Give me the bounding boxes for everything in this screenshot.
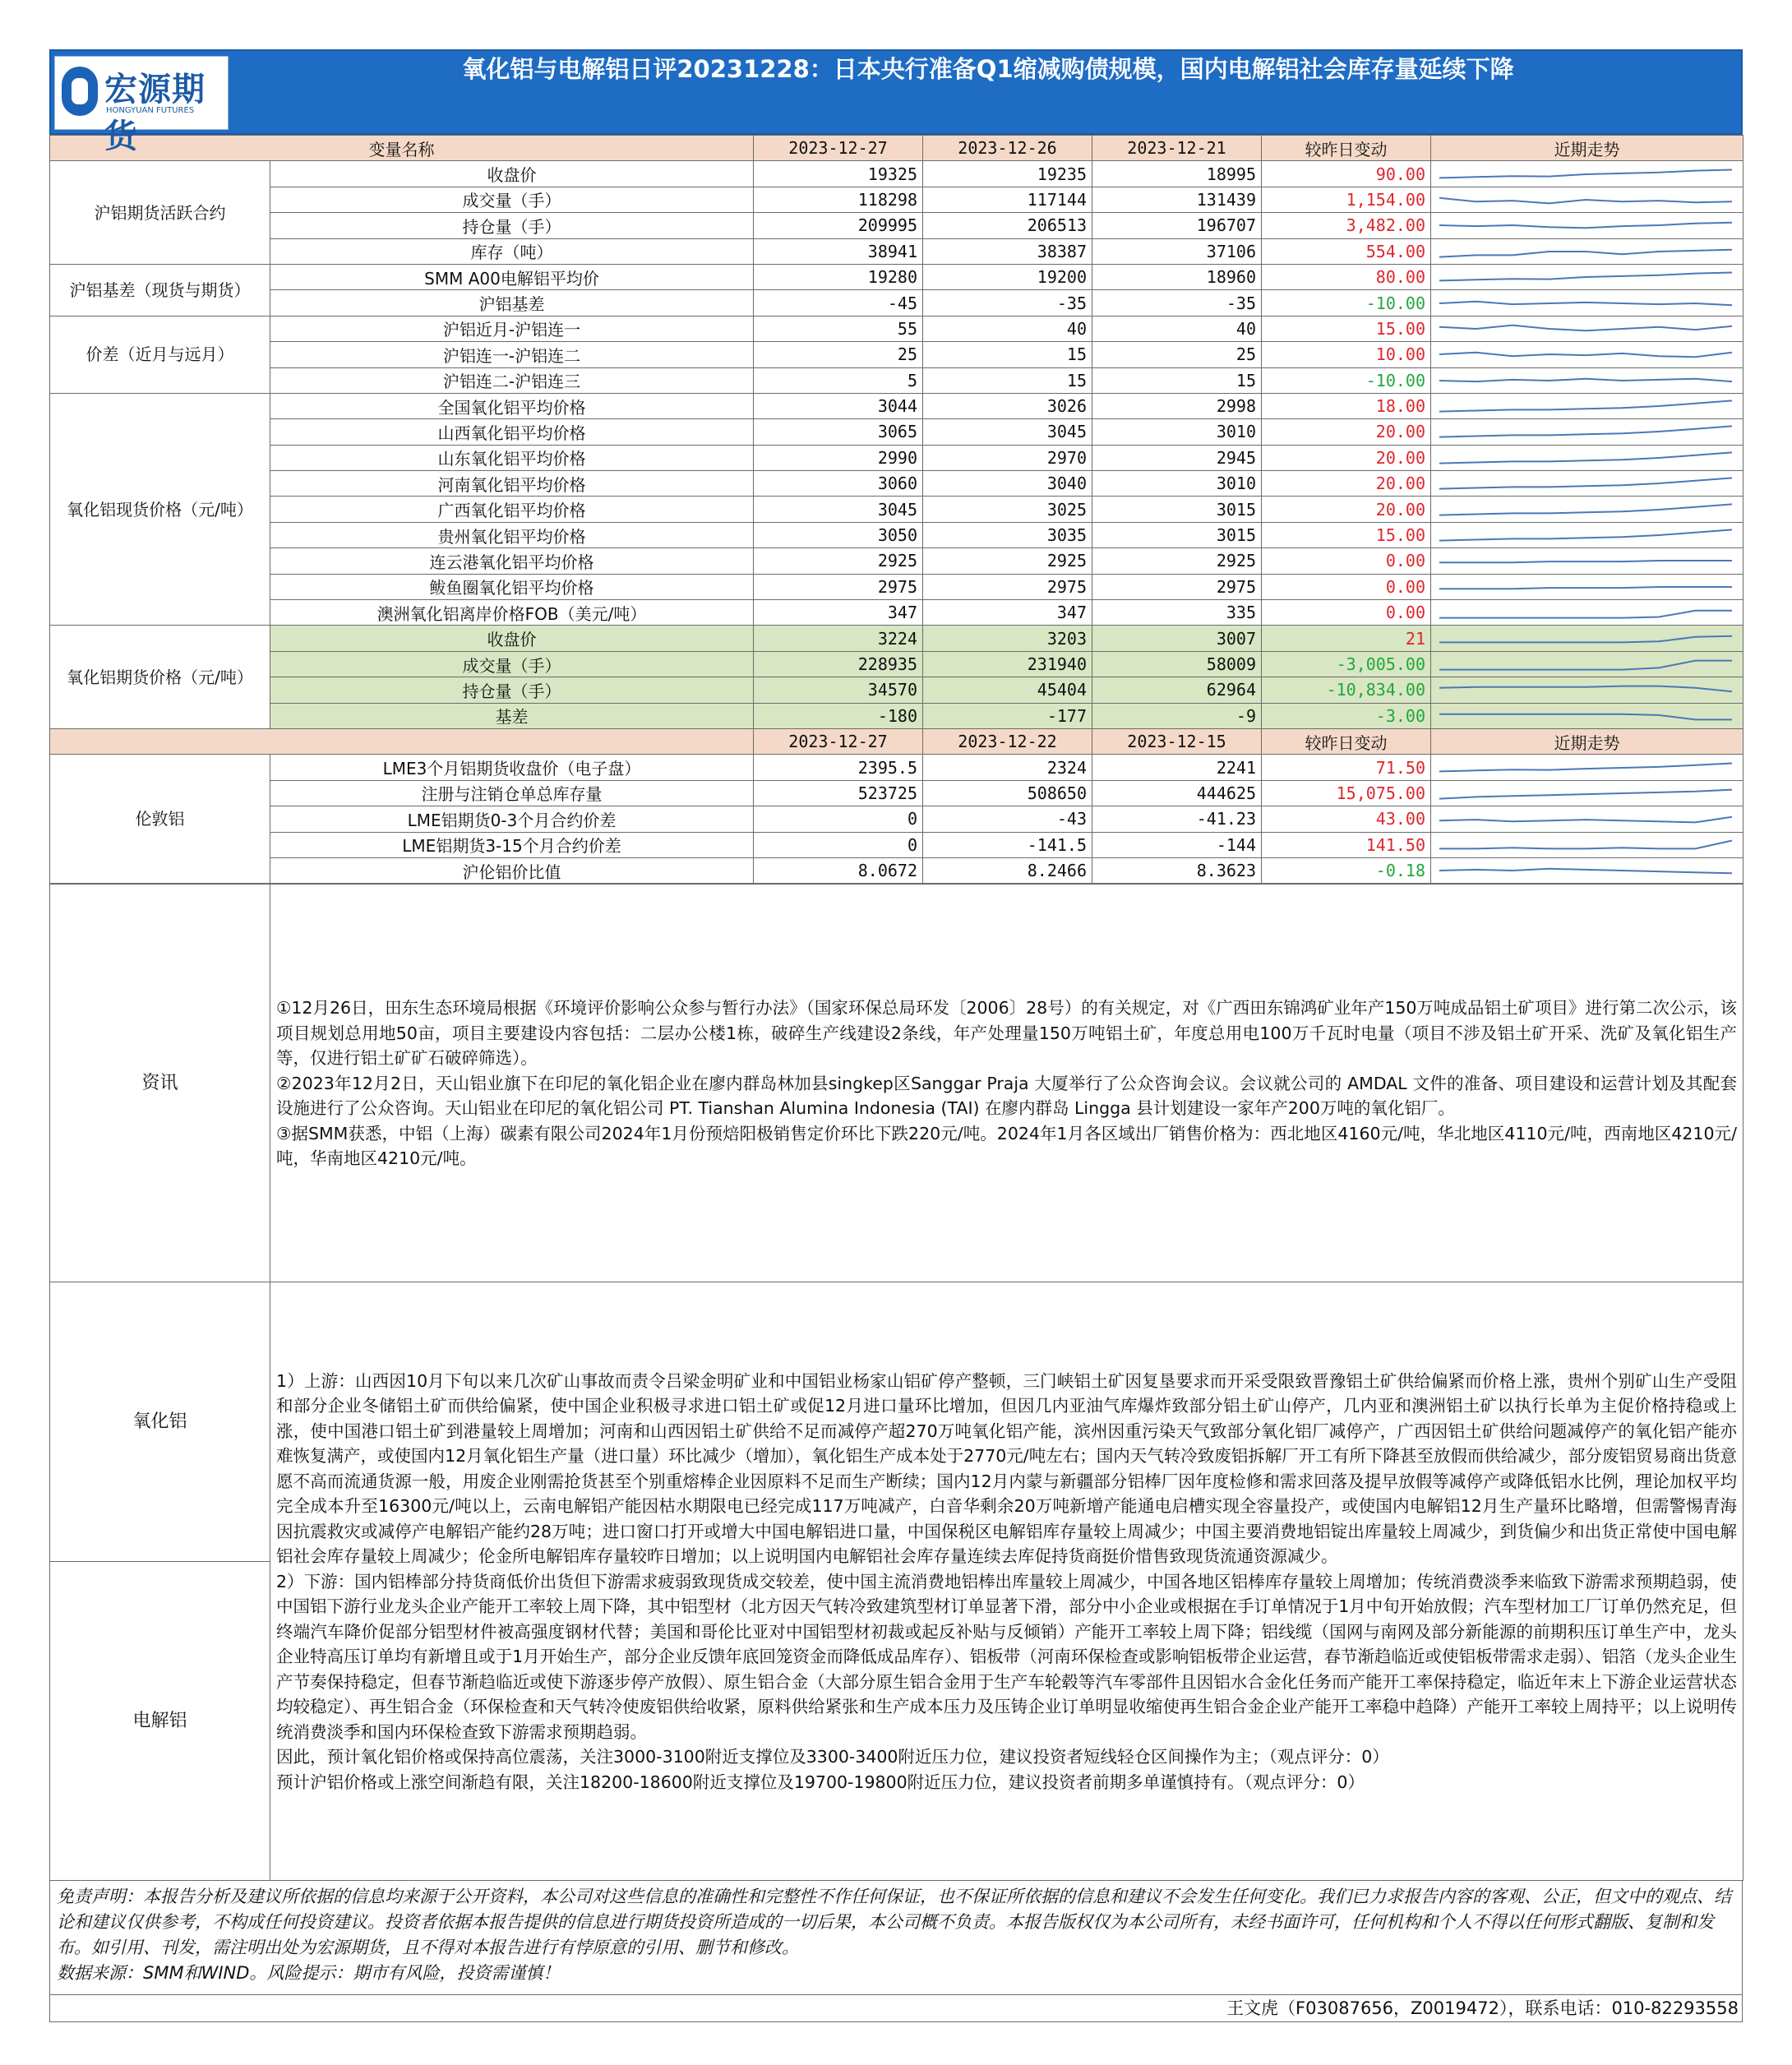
row-label: 注册与注销仓单总库存量 [270,780,754,806]
change-value: 15.00 [1262,316,1431,341]
value-date2: 2970 [923,445,1092,470]
sparkline-line [1439,790,1732,799]
row-label: 山西氧化铝平均价格 [270,419,754,445]
sparkline-line [1439,763,1732,771]
sparkline-line [1439,840,1732,848]
value-date3: 3015 [1092,497,1262,522]
row-label: 鲅鱼圈氧化铝平均价格 [270,574,754,599]
change-value: 141.50 [1262,832,1431,857]
value-date2: 3026 [923,393,1092,418]
electrolytic-text: 2）下游：国内铝棒部分持货商低价出货但下游需求疲弱致现货成交较差，使中国主流消费地铝棒出库量较上周减少，中国各地区铝棒库存量较上周增加；传统消费淡季来临致下游需求预期趋弱，使中国铝下游行业龙头企业产能开工率较上周下降，其中铝型材（北方因天气转冷致建筑型材订单显著下滑，部分中小企业或根据在手订单情况于1月中旬开始放假；汽车型材加工厂订单仍然充足，但终端汽车降价促部分铝型材件被高强度钢材代替；美国和哥伦比亚对中国铝型材初裁或起反补贴与反倾销）产能开工率较上周下降；铝线缆（国网与南网及部分新能源的前期积压订单生产中，龙头企业特高压订单均有新增且或于1月开始生产，部分企业反馈年底回笼资金而降低成品库存）、铝板带（河南环保检查或影响铝板带企业运营，春节渐趋临近或使铝板带需求走弱）、铝箔（龙头企业生产节奏保持稳定，但春节渐趋临近或使下游逐步停产放假）、原生铝合金（大部分原生铝合金用于生产车轮毂等汽车零部件且因铝水合金化任务而产能开工率保持稳定，临近年末上下游企业运营状态均较稳定）、再生铝合金（环保检查和天气转冷使废铝供给收紧，原料供给紧张和生产成本压力及压铸企业订单明显收缩使再生铝合金企业产能开工率稳中趋降）产能开工率较上周持平；以上说明传统消费淡季和国内环保检查致下游需求预期趋弱。 因此，预计氧化铝价格或保持高位震荡，关注3000-3100附近支撑位及3300-3400附近压力位，建议投资者短线轻仓区间操作为主；（观点评分：0） 预计沪铝价格或上涨空间渐趋有限，关注18200-18600附近支撑位及19700-19800附近压力位，建议投资者前期多单谨慎持有。（观点评分：0） [276,1571,1737,1792]
group-label: 伦敦铝 [50,755,270,884]
trend-sparkline [1431,832,1744,857]
table-row [50,806,1744,832]
sparkline-line [1439,529,1732,540]
value-date3: 2975 [1092,574,1262,599]
sparkline-svg [1436,240,1735,263]
value-date1: 2925 [754,548,923,574]
value-date3: 3007 [1092,626,1262,651]
value-date3: 18995 [1092,161,1262,187]
disclaimer-text: 免责声明：本报告分析及建议所依据的信息均来源于公开资料，本公司对这些信息的准确性和完整性不作任何保证，也不保证所依据的信息和建议不会发生任何变化。我们已力求报告内容的客观、公正，但文中的观点、结论和建议仅供参考，不构成任何投资建议。投资者依据本报告提供的信息进行期货投资所造成的一切后果，本公司概不负责。本报告版权仅为本公司所有，未经书面许可，任何机构和个人不得以任何形式翻版、复制和发布。如引用、刊发，需注明出处为宏源期货，且不得对本报告进行有悖原意的引用、删节和修改。 数据来源：SMM和WIND。风险提示：期市有风险，投资需谨慎！ [57,1887,1731,1984]
sparkline-svg [1436,395,1735,418]
sparkline-svg [1436,627,1735,650]
company-logo [54,56,229,155]
value-date1: 3050 [754,522,923,547]
change-value: -3.00 [1262,703,1431,728]
sparkline-svg [1436,343,1735,366]
trend-sparkline [1431,471,1744,497]
trend-sparkline [1431,393,1744,418]
table-row [50,755,1744,780]
group-label: 氧化铝期货价格（元/吨） [50,626,270,729]
header-trend: 近期走势 [1431,728,1744,754]
change-value: 71.50 [1262,755,1431,780]
trend-sparkline [1431,677,1744,703]
trend-sparkline [1431,780,1744,806]
sparkline-line [1439,353,1732,358]
value-date2: 3203 [923,626,1092,651]
group-label: 价差（近月与远月） [50,316,270,393]
table-header-row [50,136,1744,161]
table-row [50,367,1744,393]
sparkline-svg [1436,214,1735,237]
row-label: 连云港氧化铝平均价格 [270,548,754,574]
table-row [50,187,1744,212]
author-contact: 王文虎（F03087656，Z0019472），联系电话：010-82293558 [49,1995,1743,2022]
trend-sparkline [1431,703,1744,728]
value-date3: 15 [1092,367,1262,393]
value-date3: 2925 [1092,548,1262,574]
trend-sparkline [1431,626,1744,651]
value-date2: 347 [923,600,1092,626]
value-date1: 34570 [754,677,923,703]
value-date2: 38387 [923,238,1092,264]
change-value: 15.00 [1262,522,1431,547]
row-label: 沪铝连一-沪铝连二 [270,342,754,367]
header-blank [50,728,754,754]
sparkline-line [1439,169,1732,178]
value-date2: 3045 [923,419,1092,445]
header-variable-name: 变量名称 [50,136,754,161]
value-date1: 5 [754,367,923,393]
row-label: 沪铝近月-沪铝连一 [270,316,754,341]
value-date2: 206513 [923,213,1092,238]
trend-sparkline [1431,600,1744,626]
news-section-label: 资讯 [50,885,270,1282]
value-date3: 18960 [1092,264,1262,289]
value-date3: 335 [1092,600,1262,626]
table-row [50,780,1744,806]
sparkline-line [1439,326,1732,331]
table-row [50,522,1744,547]
value-date3: 2241 [1092,755,1262,780]
sparkline-line [1439,427,1732,437]
trend-sparkline [1431,367,1744,393]
row-label: 沪铝基差 [270,290,754,316]
value-date3: 40 [1092,316,1262,341]
table-row [50,857,1744,883]
sparkline-svg [1436,292,1735,315]
value-date1: 19280 [754,264,923,289]
header-date: 2023-12-27 [754,136,923,161]
value-date2: 45404 [923,677,1092,703]
row-label: 贵州氧化铝平均价格 [270,522,754,547]
header-date: 2023-12-26 [923,136,1092,161]
sparkline-line [1439,504,1732,515]
change-value: 21 [1262,626,1431,651]
change-value: -3,005.00 [1262,651,1431,677]
change-value: 18.00 [1262,393,1431,418]
row-label: 收盘价 [270,626,754,651]
table-row [50,471,1744,497]
sparkline-line [1439,400,1732,411]
change-value: 20.00 [1262,497,1431,522]
trend-sparkline [1431,419,1744,445]
trend-sparkline [1431,857,1744,883]
value-date3: -144 [1092,832,1262,857]
disclaimer [49,1881,1743,1995]
change-value: 43.00 [1262,806,1431,832]
value-date2: 19200 [923,264,1092,289]
sparkline-svg [1436,653,1735,676]
value-date3: -9 [1092,703,1262,728]
sparkline-line [1439,611,1732,618]
sparkline-svg [1436,266,1735,289]
value-date2: 117144 [923,187,1092,212]
value-date3: 25 [1092,342,1262,367]
value-date1: -45 [754,290,923,316]
sparkline-line [1439,250,1732,257]
table-row [50,290,1744,316]
trend-sparkline [1431,651,1744,677]
sparkline-line [1439,686,1732,692]
table-row [50,445,1744,470]
value-date1: 3045 [754,497,923,522]
data-table [49,135,1744,884]
change-value: 0.00 [1262,574,1431,599]
table-row [50,419,1744,445]
sparkline-line [1439,452,1732,463]
sparkline-svg [1436,807,1735,830]
value-date3: 131439 [1092,187,1262,212]
change-value: 3,482.00 [1262,213,1431,238]
value-date3: 196707 [1092,213,1262,238]
row-label: 全国氧化铝平均价格 [270,393,754,418]
sparkline-line [1439,273,1732,281]
value-date2: 3025 [923,497,1092,522]
row-label: LME铝期货3-15个月合约价差 [270,832,754,857]
sparkline-svg [1436,782,1735,805]
trend-sparkline [1431,548,1744,574]
value-date3: 3010 [1092,471,1262,497]
alumina-text: 1）上游：山西因10月下旬以来几次矿山事故而责令吕梁金明矿业和中国铝业杨家山铝矿停产整顿，三门峡铝土矿因复垦要求而开采受限致晋豫铝土矿供给偏紧而价格上涨，贵州个别矿山生产受阻和部分企业冬储铝土矿而供给偏紧，使中国企业积极寻求进口铝土矿或促12月进口量环比增加，但因几内亚油气库爆炸致部分铝土矿山停产，几内亚和澳洲铝土矿以执行长单为主促价格持稳或上涨，使中国港口铝土矿到港量较上周增加；河南和山西因铝土矿供给不足而减停产超270万吨氧化铝产能，滨州因重污染天气致部分氧化铝厂减停产，广西因铝土矿供给问题减停产的氧化铝产能亦难恢复满产，或使国内12月氧化铝生产量（进口量）环比减少（增加），氧化铝生产成本处于2770元/吨左右；国内天气转冷致废铝拆解厂开工有所下降甚至放假而供给减少，部分废铝贸易商出货意愿不高而流通货源一般，用废企业刚需抢货甚至个别重熔棒企业因原料不足而生产断续；国内12月内蒙与新疆部分铝棒厂因年度检修和需求回落及提早放假等减停产或降低铝水比例，理论加权平均完全成本升至16300元/吨以上，云南电解铝产能因枯水期限电已经完成117万吨减产，白音华剩余20万吨新增产能通电启槽实现全容量投产，或使国内电解铝12月生产量环比略增，但需警惕青海因抗震救灾或减停产电解铝产能约28万吨；进口窗口打开或增大中国电解铝进口量，中国保税区电解铝库存量较上周减少；中国主要消费地铝锭出库量较上周减少，到货偏少和出货正常使中国电解铝社会库存量较上周减少；伦金所电解铝库存量较昨日增加；以上说明国内电解铝社会库存量连续去库促持货商挺价惜售致现货流通资源减少。 [276,1370,1737,1567]
value-date3: 62964 [1092,677,1262,703]
sparkline-svg [1436,524,1735,547]
trend-sparkline [1431,238,1744,264]
sparkline-svg [1436,317,1735,340]
trend-sparkline [1431,342,1744,367]
value-date2: 15 [923,367,1092,393]
sparkline-line [1439,478,1732,489]
value-date3: -35 [1092,290,1262,316]
table-row [50,626,1744,651]
value-date3: 58009 [1092,651,1262,677]
value-date2: 231940 [923,651,1092,677]
row-label: LME铝期货0-3个月合约价差 [270,806,754,832]
electrolytic-section-label: 电解铝 [50,1562,270,1881]
value-date2: 15 [923,342,1092,367]
group-label: 氧化铝现货价格（元/吨） [50,393,270,626]
value-date2: 2925 [923,548,1092,574]
trend-sparkline [1431,316,1744,341]
sparkline-line [1439,561,1732,562]
value-date1: 347 [754,600,923,626]
sparkline-svg [1436,549,1735,572]
value-date1: 2975 [754,574,923,599]
value-date1: 3060 [754,471,923,497]
row-label: LME3个月铝期货收盘价（电子盘） [270,755,754,780]
value-date1: 0 [754,806,923,832]
value-date1: 0 [754,832,923,857]
header-date: 2023-12-21 [1092,136,1262,161]
sparkline-svg [1436,575,1735,598]
value-date3: 3010 [1092,419,1262,445]
value-date1: 523725 [754,780,923,806]
value-date1: 19325 [754,161,923,187]
sparkline-line [1439,198,1732,204]
trend-sparkline [1431,574,1744,599]
value-date2: 8.2466 [923,857,1092,883]
row-label: 广西氧化铝平均价格 [270,497,754,522]
sparkline-svg [1436,446,1735,469]
trend-sparkline [1431,445,1744,470]
value-date2: 19235 [923,161,1092,187]
value-date2: 2975 [923,574,1092,599]
table-row [50,574,1744,599]
change-value: -10.00 [1262,367,1431,393]
value-date1: 3224 [754,626,923,651]
value-date2: 3040 [923,471,1092,497]
row-label: 成交量（手） [270,187,754,212]
sparkline-line [1439,817,1732,823]
row-label: 收盘价 [270,161,754,187]
row-label: 沪铝连二-沪铝连三 [270,367,754,393]
header-date: 2023-12-27 [754,728,923,754]
value-date1: 25 [754,342,923,367]
table-row [50,161,1744,187]
row-label: SMM A00电解铝平均价 [270,264,754,289]
group-label: 沪铝期货活跃合约 [50,161,270,265]
sparkline-svg [1436,188,1735,211]
table-row [50,497,1744,522]
sparkline-line [1439,379,1732,381]
value-date3: 3015 [1092,522,1262,547]
change-value: 10.00 [1262,342,1431,367]
news-text: ①12月26日，田东生态环境局根据《环境评价影响公众参与暂行办法》（国家环保总局环发〔2006〕28号）的有关规定，对《广西田东锦鸿矿业年产150万吨成品铝土矿项目》进行第二次公示，该项目规划总用地50亩，项目主要建设内容包括：二层办公楼1栋，破碎生产线建设2条线，年产处理量150万吨铝土矿，年度总用电100万千瓦时电量（项目不涉及铝土矿开采、洗矿及氧化铝生产等，仅进行铝土矿矿石破碎筛选）。 ②2023年12月2日，天山铝业旗下在印尼的氧化铝企业在廖内群岛林加县singkep区Sanggar Praja 大厦举行了公众咨询会议。会议就公司的 AMDAL 文件的准备、项目建设和运营计划及其配套设施进行了公众咨询。天山铝业在印尼的氧化铝公司 PT. Tianshan Alumina Indonesia (TAI) 在廖内群岛 Lingga 县计划建设一家年产200万吨的氧化铝厂。 ③据SMM获悉，中铝（上海）碳素有限公司2024年1月份预焙阳极销售定价环比下跌220元/吨。2024年1月各区域出厂销售价格为：西北地区4160元/吨，华北地区4110元/吨，西南地区4210元/吨，华南地区4210元/吨。 [276,998,1737,1169]
value-date1: 3044 [754,393,923,418]
value-date3: 2945 [1092,445,1262,470]
trend-sparkline [1431,806,1744,832]
value-date2: -35 [923,290,1092,316]
trend-sparkline [1431,187,1744,212]
change-value: 0.00 [1262,548,1431,574]
value-date1: 2990 [754,445,923,470]
value-date1: 8.0672 [754,857,923,883]
commentary-table [49,884,1744,1881]
value-date2: -177 [923,703,1092,728]
report-title: 氧化铝与电解铝日评20231228：日本央行准备Q1缩减购债规模，国内电解铝社会库存量延续下降 [462,55,1514,83]
value-date3: 8.3623 [1092,857,1262,883]
value-date2: 3035 [923,522,1092,547]
trend-sparkline [1431,522,1744,547]
change-value: -0.18 [1262,857,1431,883]
value-date1: 3065 [754,419,923,445]
sparkline-line [1439,661,1732,670]
table-row [50,677,1744,703]
sparkline-line [1439,223,1732,229]
table-row [50,213,1744,238]
value-date1: 209995 [754,213,923,238]
sparkline-line [1439,301,1732,304]
table-row [50,600,1744,626]
change-value: 15,075.00 [1262,780,1431,806]
change-value: 20.00 [1262,445,1431,470]
header-change: 较昨日变动 [1262,136,1431,161]
sparkline-svg [1436,420,1735,443]
change-value: 20.00 [1262,471,1431,497]
value-date2: 2324 [923,755,1092,780]
logo-cn-text: 宏源期货 [104,71,206,155]
header-date: 2023-12-15 [1092,728,1262,754]
value-date3: -41.23 [1092,806,1262,832]
alumina-section-label: 氧化铝 [50,1282,270,1562]
change-value: -10.00 [1262,290,1431,316]
logo-icon [62,67,98,116]
header-date: 2023-12-22 [923,728,1092,754]
trend-sparkline [1431,290,1744,316]
value-date1: 55 [754,316,923,341]
value-date3: 37106 [1092,238,1262,264]
change-value: 554.00 [1262,238,1431,264]
change-value: 90.00 [1262,161,1431,187]
row-label: 持仓量（手） [270,213,754,238]
row-label: 基差 [270,703,754,728]
change-value: 80.00 [1262,264,1431,289]
table-row [50,832,1744,857]
trend-sparkline [1431,213,1744,238]
table-row [50,238,1744,264]
change-value: 1,154.00 [1262,187,1431,212]
table-row [50,393,1744,418]
sparkline-line [1439,635,1732,642]
table-row [50,548,1744,574]
table-row [50,316,1744,341]
table-header-row [50,728,1744,754]
value-date2: -43 [923,806,1092,832]
sparkline-svg [1436,369,1735,392]
value-date2: 508650 [923,780,1092,806]
report-page [49,49,1743,2022]
trend-sparkline [1431,264,1744,289]
logo-en-text: HONGYUAN FUTURES [106,106,195,115]
value-date3: 2998 [1092,393,1262,418]
group-label: 沪铝基差（现货与期货） [50,264,270,316]
sparkline-svg [1436,678,1735,701]
header-trend: 近期走势 [1431,136,1744,161]
table-row [50,703,1744,728]
trend-sparkline [1431,755,1744,780]
table-row [50,651,1744,677]
row-label: 沪伦铝价比值 [270,857,754,883]
change-value: 0.00 [1262,600,1431,626]
sparkline-line [1439,714,1732,720]
sparkline-line [1439,587,1732,589]
sparkline-svg [1436,705,1735,728]
value-date2: -141.5 [923,832,1092,857]
header-change: 较昨日变动 [1262,728,1431,754]
row-label: 河南氧化铝平均价格 [270,471,754,497]
table-row [50,264,1744,289]
row-label: 库存（吨） [270,238,754,264]
sparkline-svg [1436,601,1735,624]
sparkline-line [1439,869,1732,874]
value-date1: 38941 [754,238,923,264]
change-value: 20.00 [1262,419,1431,445]
row-label: 持仓量（手） [270,677,754,703]
sparkline-svg [1436,859,1735,882]
sparkline-svg [1436,756,1735,779]
sparkline-svg [1436,834,1735,857]
table-row [50,342,1744,367]
sparkline-svg [1436,163,1735,186]
trend-sparkline [1431,161,1744,187]
sparkline-svg [1436,472,1735,495]
row-label: 山东氧化铝平均价格 [270,445,754,470]
change-value: -10,834.00 [1262,677,1431,703]
value-date1: 2395.5 [754,755,923,780]
value-date1: 118298 [754,187,923,212]
value-date3: 444625 [1092,780,1262,806]
value-date1: -180 [754,703,923,728]
value-date2: 40 [923,316,1092,341]
trend-sparkline [1431,497,1744,522]
sparkline-svg [1436,498,1735,521]
row-label: 成交量（手） [270,651,754,677]
row-label: 澳洲氧化铝离岸价格FOB（美元/吨） [270,600,754,626]
value-date1: 228935 [754,651,923,677]
